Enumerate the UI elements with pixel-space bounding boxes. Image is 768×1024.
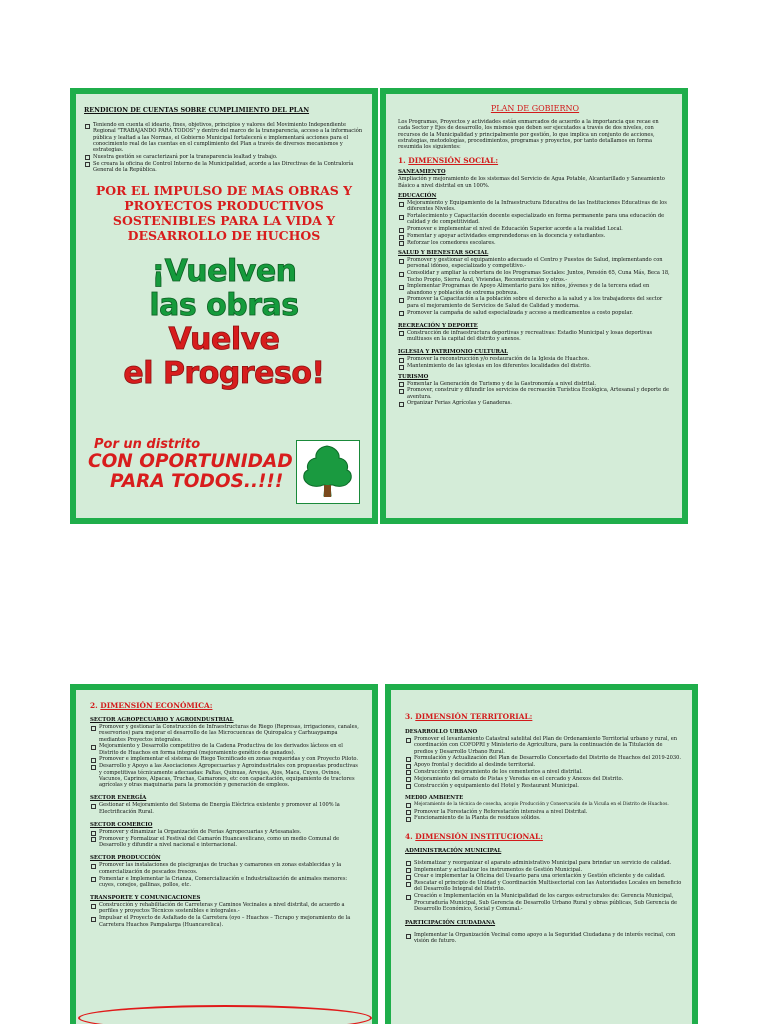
headline	[84, 255, 364, 391]
headline-line-4: el Progreso!	[123, 356, 325, 392]
admin-list	[405, 860, 682, 912]
list-item: Promover e implementar el nivel de Educación Superior acorde a la realidad Local.	[398, 226, 672, 232]
highlight-oval	[78, 1005, 372, 1024]
list-item: Creación e Implementación en la Municipalidad de los cargos estructurales de: Gerencia Municipal, Procuraduría Municipal, Sub Gerencia de Desarrollo Urbano Rural y obras públicas, Sub Gerencia de Desarrollo Económico, Social y Comunal.-	[405, 893, 682, 912]
urban-list	[405, 736, 682, 789]
list-item: Fortalecimiento y Capacitación docente especializado en forma permanente para una educación de calidad y de competitividad.	[398, 213, 672, 226]
section-title: IGLESIA Y PATRIMONIO CULTURAL	[398, 349, 508, 356]
list-item: Mejoramiento y Desarrollo competitivo de la Cadena Productiva de los derivados lácteos en el Distrito de Huachos en forma integral (mejoramiento genético de ganados).	[90, 743, 362, 756]
list-item: Promover la campaña de salud especializada y acceso a medicamentos a costo popular.	[398, 310, 672, 316]
church-list	[398, 356, 672, 369]
brochure-panel-economic	[70, 684, 378, 1024]
bottom-slogan	[88, 438, 308, 492]
bottom-slogan-line-3: PARA TODOS..!!!	[110, 471, 284, 492]
tree-icon-graphic	[297, 441, 358, 502]
list-item: Se creara la oficina de Control Interno de la Municipalidad, acorde a las Directivas de la Contraloría General de la República.	[84, 161, 364, 174]
dimension-title: DIMENSIÓN TERRITORIAL:	[415, 712, 533, 721]
section-title: SALUD Y BIENESTAR SOCIAL	[398, 250, 489, 257]
section-title: DESARROLLO URBANO	[405, 729, 478, 735]
list-item: Implementar y actualizar los instrumentos de Gestión Municipal.	[405, 867, 682, 873]
list-item: Promover y gestionar la Construcción de Infraestructuras de Riego (Represas, irrigaciones, canales, reservorios) para mejorar el desarrollo de las Microcuencas de Quiropalca y Carhuaypampa mediantes Proyectos integrales.	[90, 724, 362, 743]
list-item: Promover la reconstrucción y/o restauración de la Iglesia de Huachos.	[398, 356, 672, 362]
section-title: EDUCACIÓN	[398, 193, 437, 200]
list-item: Promover e implementar el sistema de Riego Tecnificado en zonas requeridas y con Proyecto Piloto.	[90, 756, 362, 762]
list-item: Teniendo en cuenta el ideario, fines, objetivos, principios y valores del Movimiento Independiente Regional "TRABAJANDO PARA TODOS" y dentro del marco de la transparencia, acceso a la información pública y lealtad a las Normas, el Gobierno Municipal fortalecerá e implementará acciones para el conocimiento real de las cuentas en el cumplimiento del Plan a través de diversos mecanismos y estrategias.	[84, 122, 364, 153]
bottom-slogan-line-2: CON OPORTUNIDAD	[88, 451, 293, 472]
list-item: Promover la Forestación y Reforestación intensiva a nivel Distrital.	[405, 809, 682, 815]
campaign-slogan: POR EL IMPULSO DE MAS OBRAS Y PROYECTOS PRODUCTIVOS SOSTENIBLES PARA LA VIDA Y DESARROLLO DE HUCHOS	[95, 183, 353, 244]
list-item: Apoyo frontal y decidido al deslinde territorial.	[405, 762, 682, 768]
list-item: Formulación y Actualización del Plan de Desarrollo Concertado del Distrito de Huachos del 2019-2030.	[405, 755, 682, 761]
section-title: SECTOR ENERGÍA	[90, 795, 147, 802]
brochure-panel-territorial	[385, 684, 698, 1024]
list-item: Promover y dinamizar la Organización de Ferias Agropecuarias y Artesanales.	[90, 829, 362, 835]
section-title: ADMINISTRACIÓN MUNICIPAL	[405, 847, 502, 854]
dimension-economic-heading	[90, 701, 362, 710]
list-item: Fomentar la Generación de Turismo y de la Gastronomía a nivel distrital.	[398, 381, 672, 387]
environment-list	[405, 802, 682, 822]
headline-line-1: ¡Vuelven	[151, 254, 297, 290]
accountability-heading: RENDICION DE CUENTAS SOBRE CUMPLIMIENTO DEL PLAN	[84, 106, 310, 114]
list-item: Nuestra gestión se caracterizará por la transparencia lealtad y trabajo.	[84, 154, 364, 160]
list-item: Promover las instalaciones de piscigranjas de truchas y camarones en zonas establecidas y la comercialización de pescados frescos.	[90, 862, 362, 875]
tourism-list	[398, 381, 672, 407]
agro-list	[90, 724, 362, 788]
recreation-list	[398, 330, 672, 343]
list-item: Promover, construir y difundir los servicios de recreación Turística Ecológica, Artesanal y deporte de aventura.	[398, 387, 672, 400]
headline-line-3: Vuelve	[168, 322, 280, 358]
health-list	[398, 257, 672, 316]
section-text: Ampliación y mejoramiento de los sistemas del Servicio de Agua Potable, Alcantarillado y Saneamiento Básico a nivel distrital en un 100%.	[398, 176, 665, 189]
dimension-title: DIMENSIÓN SOCIAL:	[408, 156, 499, 166]
section-title: TURISMO	[398, 373, 429, 380]
list-item: Sistematizar y reorganizar el aparato administrativo Municipal para brindar un servicio de calidad.	[405, 860, 682, 866]
brochure-panel-accountability	[70, 88, 378, 524]
list-item: Mejoramiento del ornato de Pistas y Veredas en el cercado y Anexos del Distrito.	[405, 776, 682, 782]
tree-icon	[296, 440, 360, 504]
list-item: Funcionamiento de la Planta de residuos sólidos.	[405, 815, 682, 821]
plan-title: PLAN DE GOBIERNO	[490, 104, 580, 113]
section-title: SANEAMIENTO	[398, 169, 446, 176]
list-item: Promover la Capacitación a la población sobre el derecho a la salud y a los trabajadores del sector para el mejoramiento de Servicios de Salud de Calidad y moderna.	[398, 296, 672, 309]
dimension-territorial-heading	[405, 712, 682, 721]
section-title: SECTOR AGROPECUARIO Y AGROINDUSTRIAL	[90, 717, 234, 723]
list-item: Promover y Formalizar el Festival del Camarón Huancavelicano, como un medio Comunal de Desarrollo y difundir a nivel nacional e internacional.	[90, 836, 362, 849]
dimension-number: 2.	[90, 701, 98, 710]
dimension-number: 1.	[398, 156, 406, 166]
brochure-panel-government-plan	[380, 88, 688, 524]
list-item: Implementar la Organización Vecinal como apoyo a la Seguridad Ciudadana y de interés vecinal, con visión de futuro.	[405, 932, 682, 945]
list-item: Construcción y rehabilitación de Carreteras y Caminos Vecinales a nivel distrital, de acuerdo a perfiles y proyectos Técnicos sostenibles e integrales.-	[90, 902, 362, 915]
list-item: Desarrollo y Apoyo a las Asociaciones Agropecuarias y Agroindustriales con propuestas productivas y competitivas técnicamente adecuadas: Paltas, Quinuas, Arvejas, Ajos, Maca, Cuyes, Ovinos, Vacunos, Caprinos, Alpacas, Truchas, Camarones, etc con capacitación, equipamiento de tractores agrícolas y otras maquinaria para la promoción y generación de empleos.	[90, 763, 362, 788]
list-item: Construcción y mejoramiento de los cementerios a nivel distrital.	[405, 769, 682, 775]
list-item: Mejoramiento y Equipamiento de la Infraestructura Educativa de las Instituciones Educativas de los diferentes Niveles.	[398, 200, 672, 213]
section-title: MEDIO AMBIENTE	[405, 794, 464, 801]
headline-line-2: las obras	[149, 288, 299, 324]
education-list	[398, 200, 672, 246]
list-item: Organizar Ferias Agrícolas y Ganaderas.	[398, 400, 672, 406]
list-item: Construcción de infraestructura deportivas y recreativas: Estadio Municipal y losas deportivas multiusos en la capital del distrito y anexos.	[398, 330, 672, 343]
section-title: TRANSPORTE Y COMUNICACIONES	[90, 895, 201, 902]
list-item: Promover el levantamiento Catastral satelital del Plan de Ordenamiento Territorial urbano y rural, en coordinación con COFOPRI y Ministerio de Agricultura, para la continuación de la Titulación de predios y Desarrollo Urbano Rural.	[405, 736, 682, 755]
section-title: RECREACIÓN Y DEPORTE	[398, 322, 478, 329]
dimension-title: DIMENSIÓN ECONÓMICA:	[100, 701, 213, 710]
list-item: Impulsar el Proyecto de Asfaltado de la Carretera (oyo – Huachos – Ticrapo y mejoramiento de la Carretera Huachos Pampalarga (Huancavelica).	[90, 915, 362, 928]
accountability-list	[84, 122, 364, 173]
dimension-social-heading	[398, 156, 672, 165]
dimension-number: 4.	[405, 831, 413, 841]
dimension-number: 3.	[405, 712, 413, 721]
transport-list	[90, 902, 362, 928]
commerce-list	[90, 829, 362, 848]
list-item: Implementar Programas de Apoyo Alimentario para los niños, jóvenes y de la tercera edad en abandono y población de extrema pobreza.	[398, 283, 672, 296]
list-item: Construcción y equipamiento del Hotel y Restaurant Municipal.	[405, 783, 682, 789]
list-item: Consolidar y ampliar la cobertura de los Programas Sociales: Juntos, Pensión 65, Cuna Más, Beca 18, Techo Propio, Sierra Azul, Viviendas, Reconstrucción y otros.-	[398, 270, 672, 283]
list-item: Rescatar el principio de Unidad y Coordinación Multisectorial con las Autoridades Locales en beneficio del Desarrollo Integral del Distrito.	[405, 880, 682, 893]
list-item: Fomentar y apoyar actividades emprendedoras en la docencia y estudiantes.	[398, 233, 672, 239]
list-item: Fomentar e Implementar la Crianza, Comercialización e Industrialización de animales menores: cuyes, conejos, gallinas, pollos, etc.	[90, 876, 362, 889]
production-list	[90, 862, 362, 888]
dimension-institutional-heading	[405, 832, 682, 841]
dimension-title: DIMENSIÓN INSTITUCIONAL:	[415, 831, 543, 841]
participation-list	[405, 932, 682, 945]
list-item: Crear e implementar la Oficina del Usuario para una orientación y Gestión eficiente y de calidad.	[405, 873, 682, 879]
list-item: Gestionar el Mejoramiento del Sistema de Energía Eléctrica existente y promover al 100% la Electrificación Rural.	[90, 802, 362, 815]
section-title: PARTICIPACIÓN CIUDADANA	[405, 920, 496, 927]
list-item: Mejoramiento de la técnica de cosecha, acopio Producción y Conservación de la Vicuña en el Distrito de Huachos.	[405, 802, 682, 808]
list-item: Reforzar los comedores escolares.	[398, 240, 672, 246]
list-item: Promover y gestionar el equipamiento adecuado el Centro y Puestos de Salud, implementando con personal idóneo, especializado y competitivo.-	[398, 257, 672, 270]
plan-intro: Los Programas, Proyectos y actividades están enmarcados de acuerdo a la importancia que recae en cada Sector y Ejes de desarrollo, los mismos que deben ser ejecutados a través de dos niveles, con recursos de la Municipalidad y principalmente por gestión, lo que implica un conjunto de acciones, estrategias, metodologías, procedimientos, programas y proyectos, por tanto detallamos en forma resumida los siguientes:	[398, 119, 659, 151]
energy-list	[90, 802, 362, 815]
section-title: SECTOR PRODUCCIÓN	[90, 855, 161, 862]
list-item: Mantenimiento de las iglesias en los diferentes localidades del distrito.	[398, 363, 672, 369]
bottom-slogan-line-1: Por un distrito	[94, 437, 201, 452]
section-title: SECTOR COMERCIO	[90, 822, 153, 829]
